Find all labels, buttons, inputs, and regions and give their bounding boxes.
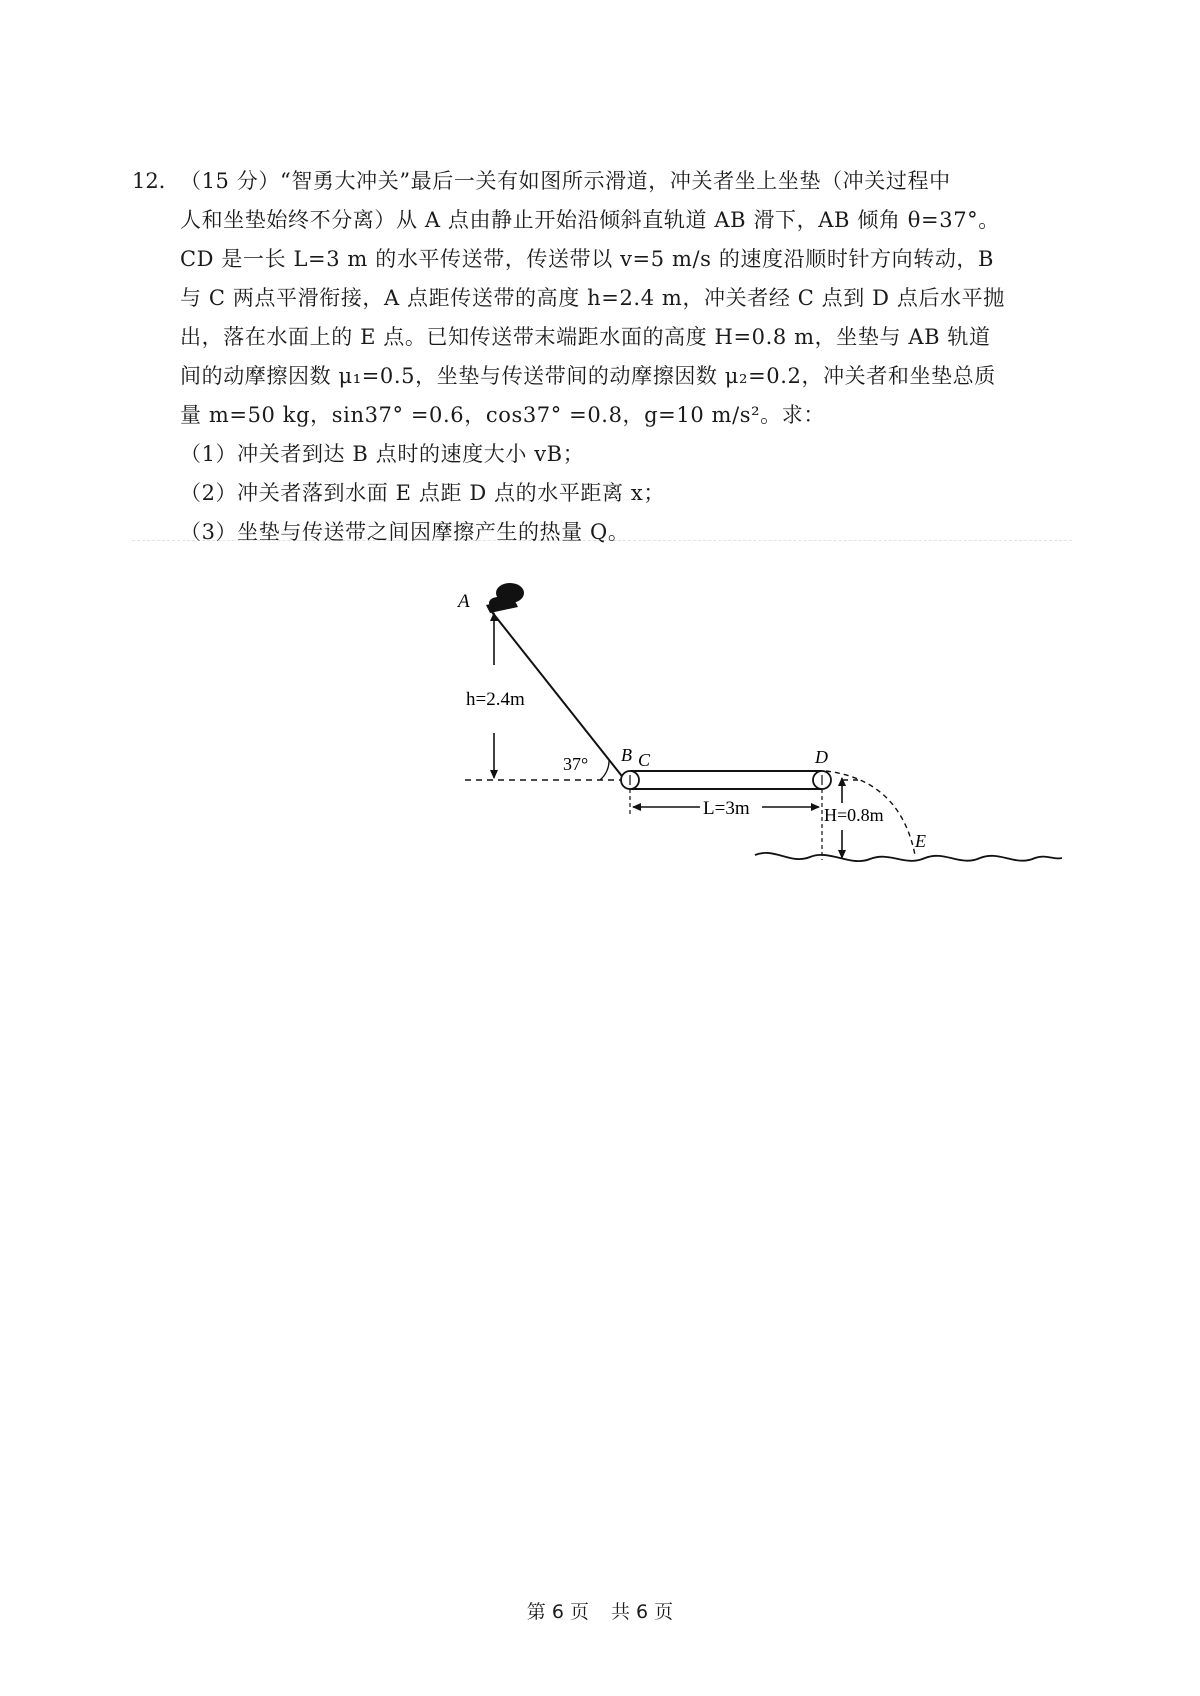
question-number: 12．: [132, 169, 180, 193]
angle-arc: [600, 760, 609, 780]
slider-person-icon: [486, 583, 524, 613]
page-total: 共 6 页: [611, 1601, 674, 1623]
question-line-1: （15 分）“智勇大冲关”最后一关有如图所示滑道，冲关者坐上坐垫（冲关过程中: [180, 169, 951, 193]
question-line-3: CD 是一长 L=3 m 的水平传送带，传送带以 v=5 m/s 的速度沿顺时针方向转动，B: [180, 247, 995, 271]
page-footer: [0, 1597, 1200, 1624]
label-d: D: [815, 747, 828, 767]
page-number: 第 6 页: [526, 1601, 589, 1623]
label-c: C: [638, 750, 651, 770]
question-line-6: 间的动摩擦因数 μ₁=0.5，坐垫与传送带间的动摩擦因数 μ₂=0.2，冲关者和坐垫总质: [180, 364, 996, 388]
sub-question-3: （3）坐垫与传送带之间因摩擦产生的热量 Q。: [180, 520, 630, 544]
label-a: A: [458, 591, 470, 612]
label-h: h=2.4m: [466, 689, 525, 710]
question-line-2: 人和坐垫始终不分离）从 A 点由静止开始沿倾斜直轨道 AB 滑下，AB 倾角 θ=37°。: [180, 208, 1000, 232]
label-l: L=3m: [703, 798, 750, 819]
question-line-4: 与 C 两点平滑衔接，A 点距传送带的高度 h=2.4 m，冲关者经 C 点到 D 点后水平抛: [180, 286, 1005, 310]
sub-question-2: （2）冲关者落到水面 E 点距 D 点的水平距离 x；: [180, 481, 665, 505]
label-angle: 37°: [563, 754, 589, 774]
water-surface: [755, 853, 1062, 861]
label-e: E: [915, 831, 926, 851]
label-H: H=0.8m: [824, 805, 884, 825]
physics-figure: [0, 575, 1200, 851]
question-line-7: 量 m=50 kg，sin37° =0.6，cos37° =0.8，g=10 m/s²。求：: [180, 403, 825, 427]
label-b: B: [621, 745, 632, 765]
question-line-5: 出，落在水面上的 E 点。已知传送带末端距水面的高度 H=0.8 m，坐垫与 AB 轨道: [180, 325, 991, 349]
sub-question-1: （1）冲关者到达 B 点时的速度大小 vB；: [180, 442, 585, 466]
